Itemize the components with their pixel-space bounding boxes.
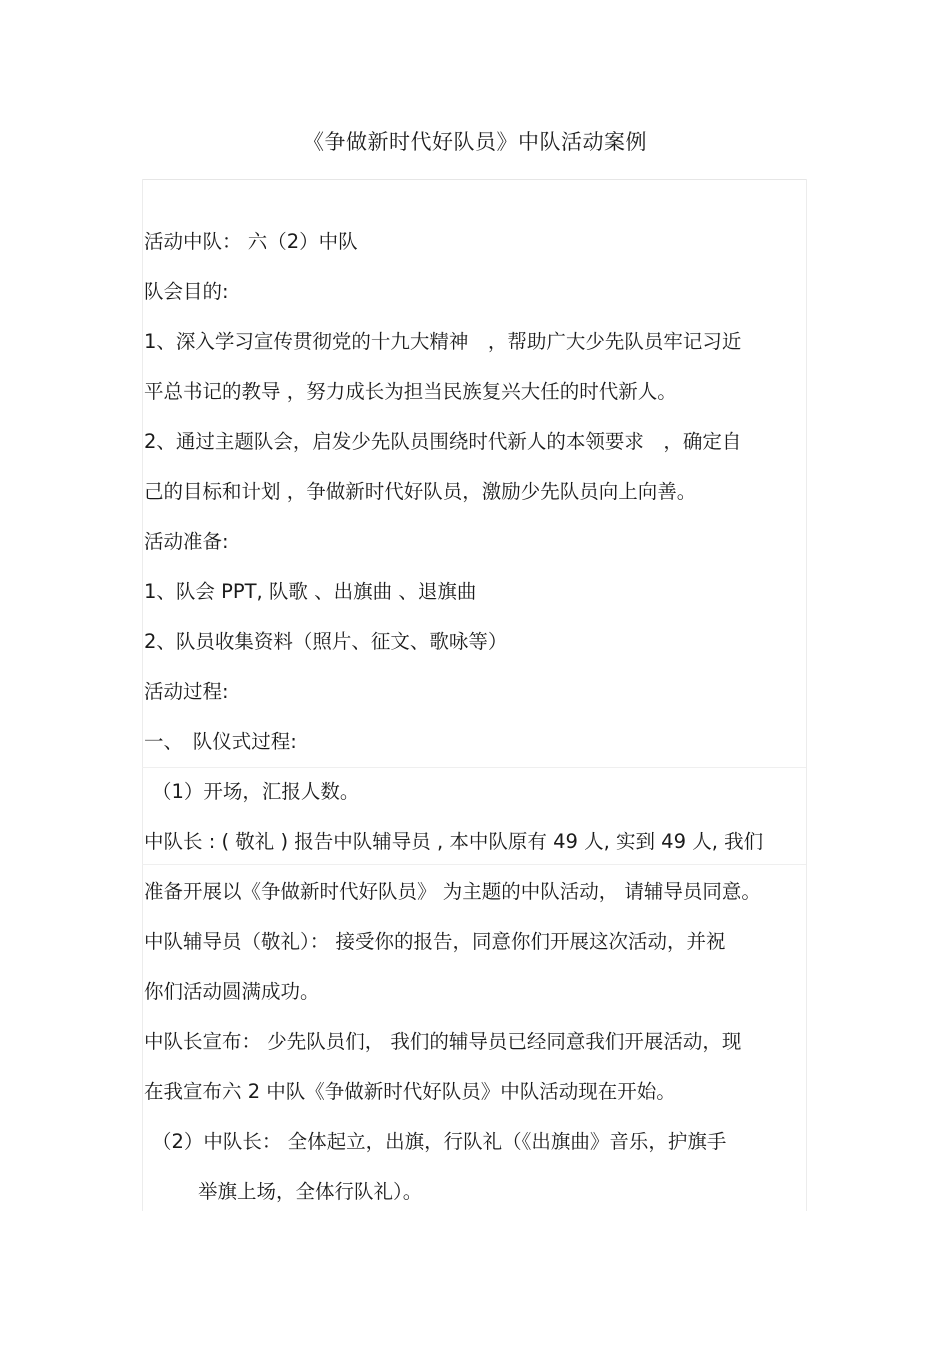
purpose-item-2-line-2: 己的目标和计划 ，争做新时代好队员，激励少先队员向上向善。 xyxy=(144,480,697,503)
preparation-item-1: 1、队会 PPT, 队歌 、出旗曲 、退旗曲 xyxy=(144,580,477,603)
counselor-reply-line-2: 你们活动圆满成功。 xyxy=(144,980,320,1003)
ceremony-heading: 一、 队仪式过程: xyxy=(144,730,297,753)
meeting-purpose-heading: 队会目的: xyxy=(144,280,229,303)
preparation-heading: 活动准备: xyxy=(144,530,229,553)
purpose-item-1-line-1: 1、深入学习宣传贯彻党的十九大精神 ，帮助广大少先队员牢记习近 xyxy=(144,330,742,353)
activity-squad-line: 活动中队： 六（2）中队 xyxy=(144,230,358,253)
table-border-top xyxy=(142,179,806,180)
purpose-item-2-line-1: 2、通过主题队会，启发少先队员围绕时代新人的本领要求 ，确定自 xyxy=(144,430,742,453)
counselor-reply-line-1: 中队辅导员（敬礼）： 接受你的报告，同意你们开展这次活动，并祝 xyxy=(144,930,726,953)
step-1-heading: （1）开场，汇报人数。 xyxy=(152,780,360,803)
report-line-1: 中队长 : ( 敬礼 ) 报告中队辅导员 , 本中队原有 49 人, 实到 49 人, 我们 xyxy=(144,830,764,853)
step-2-line-1: （2）中队长： 全体起立，出旗，行队礼（《出旗曲》音乐，护旗手 xyxy=(152,1130,727,1153)
table-border-right xyxy=(806,179,807,1211)
table-divider xyxy=(142,864,806,865)
report-line-2: 准备开展以《争做新时代好队员》 为主题的中队活动， 请辅导员同意。 xyxy=(144,880,761,903)
step-2-line-2: 举旗上场，全体行队礼）。 xyxy=(198,1180,423,1203)
purpose-item-1-line-2: 平总书记的教导 ，努力成长为担当民族复兴大任的时代新人。 xyxy=(144,380,677,403)
table-divider xyxy=(142,767,806,768)
preparation-item-2: 2、队员收集资料（照片、征文、歌咏等） xyxy=(144,630,508,653)
document-title: 《争做新时代好队员》中队活动案例 xyxy=(303,130,647,154)
process-heading: 活动过程: xyxy=(144,680,229,703)
announcement-line-1: 中队长宣布： 少先队员们， 我们的辅导员已经同意我们开展活动，现 xyxy=(144,1030,742,1053)
table-border-left xyxy=(142,179,143,1211)
announcement-line-2: 在我宣布六 2 中队《争做新时代好队员》中队活动现在开始。 xyxy=(144,1080,676,1103)
